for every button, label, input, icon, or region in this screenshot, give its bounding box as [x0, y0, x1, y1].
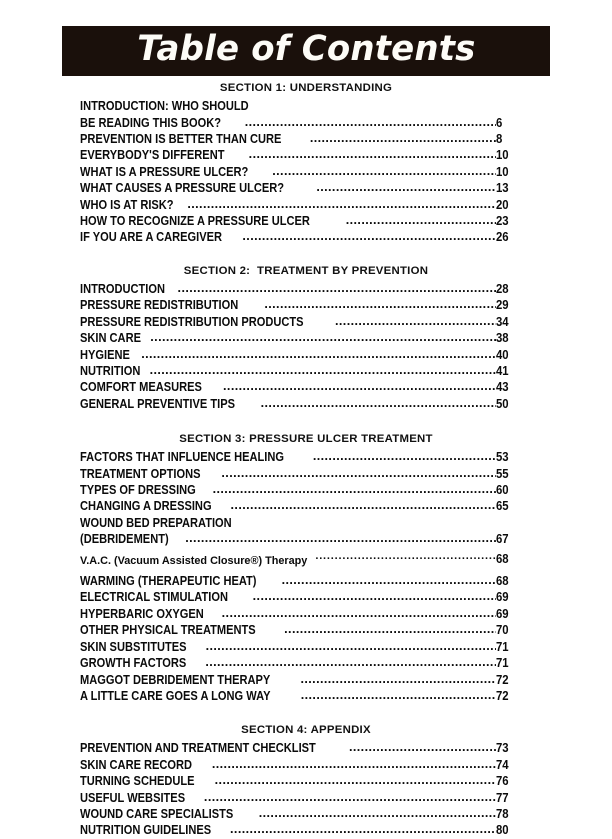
toc-entry-page-number: 72 [496, 688, 509, 703]
toc-entry[interactable] [80, 757, 532, 773]
toc-entry-page-number: 26 [496, 230, 509, 245]
toc-entry-page-number: 55 [496, 466, 509, 481]
toc-entry[interactable] [80, 449, 532, 465]
section-heading: SECTION 3: PRESSURE ULCER TREATMENT [179, 433, 433, 446]
toc-entry[interactable] [80, 347, 532, 363]
toc-entry[interactable] [80, 147, 532, 163]
toc-entry[interactable] [80, 688, 532, 704]
toc-entry[interactable] [80, 639, 532, 655]
toc-entry[interactable] [80, 396, 532, 412]
toc-entry[interactable] [80, 98, 532, 114]
toc-entry-label: COMFORT MEASURES [80, 380, 205, 395]
toc-entry-page-number: 13 [496, 181, 509, 196]
section-gap [80, 246, 532, 265]
toc-entry-label: WOUND CARE SPECIALISTS [80, 807, 237, 822]
toc-entry[interactable] [80, 655, 532, 671]
toc-entry[interactable] [80, 482, 532, 498]
dot-leader [206, 638, 496, 654]
toc-entry-label: TURNING SCHEDULE [80, 774, 198, 789]
dot-leader [245, 114, 496, 130]
toc-entry-list [80, 281, 532, 412]
toc-entry-label: SKIN SUBSTITUTES [80, 639, 190, 654]
toc-entry-list [80, 449, 532, 704]
section-gap [80, 412, 532, 433]
toc-entry[interactable] [80, 822, 532, 838]
toc-entry-label: HYPERBARIC OXYGEN [80, 606, 204, 621]
toc-entry[interactable] [80, 606, 532, 622]
dot-leader [300, 671, 496, 687]
toc-entry-page-number: 40 [496, 347, 509, 362]
toc-entry-label: USEFUL WEBSITES [80, 790, 189, 805]
title-banner [62, 26, 550, 76]
dot-leader [315, 548, 496, 564]
toc-entry[interactable] [80, 379, 532, 395]
table-of-contents [80, 82, 532, 839]
toc-entry-page-number: 77 [496, 790, 509, 805]
dot-leader [141, 346, 496, 362]
toc-entry[interactable] [80, 180, 532, 196]
dot-leader [204, 789, 496, 805]
toc-entry-page-number: 6 [496, 115, 503, 130]
toc-entry-label: INTRODUCTION [80, 281, 165, 296]
dot-leader [313, 448, 496, 464]
toc-entry-label: TREATMENT OPTIONS [80, 466, 204, 481]
dot-leader [264, 296, 496, 312]
toc-entry[interactable] [80, 229, 532, 245]
toc-section [80, 724, 532, 839]
toc-entry-label: PRESSURE REDISTRIBUTION [80, 298, 242, 313]
toc-entry-page-number: 67 [496, 532, 509, 547]
dot-leader [187, 196, 496, 212]
toc-entry-page-number: 50 [496, 396, 509, 411]
toc-entry-page-number: 34 [496, 314, 509, 329]
dot-leader [316, 179, 496, 195]
toc-entry-page-number: 8 [496, 131, 503, 146]
toc-entry[interactable] [80, 552, 532, 569]
toc-entry-page-number: 23 [496, 213, 509, 228]
toc-entry-page-number: 72 [496, 672, 509, 687]
toc-entry[interactable] [80, 131, 532, 147]
dot-leader [272, 163, 496, 179]
toc-entry[interactable] [80, 498, 532, 514]
toc-entry[interactable] [80, 164, 532, 180]
toc-entry-label: A LITTLE CARE GOES A LONG WAY [80, 688, 274, 703]
toc-entry[interactable] [80, 790, 532, 806]
toc-entry-page-number: 20 [496, 197, 509, 212]
toc-entry-label: (DEBRIDEMENT) [80, 532, 172, 547]
toc-entry[interactable] [80, 115, 532, 131]
toc-entry-label: PREVENTION AND TREATMENT CHECKLIST [80, 741, 316, 756]
dot-leader [261, 395, 496, 411]
toc-entry-page-number: 10 [496, 164, 509, 179]
toc-section [80, 433, 532, 704]
dot-leader [178, 280, 496, 296]
toc-entry-label: ELECTRICAL STIMULATION [80, 590, 232, 605]
dot-leader [301, 687, 496, 703]
toc-entry-label: CHANGING A DRESSING [80, 499, 212, 514]
toc-entry-page-number: 71 [496, 639, 509, 654]
toc-entry[interactable] [80, 622, 532, 638]
toc-entry-label: WARMING (THERAPEUTIC HEAT) [80, 574, 257, 589]
toc-entry-page-number: 43 [496, 380, 509, 395]
toc-entry-label: GROWTH FACTORS [80, 656, 190, 671]
dot-leader [282, 572, 496, 588]
dot-leader [346, 212, 496, 228]
toc-entry-label: OTHER PHYSICAL TREATMENTS [80, 623, 259, 638]
toc-entry-page-number: 29 [496, 298, 509, 313]
toc-entry-label: WHAT CAUSES A PRESSURE ULCER? [80, 181, 288, 196]
toc-entry-page-number: 73 [496, 741, 509, 756]
toc-entry-label: V.A.C. (Vacuum Assisted Closure®) Therapy [80, 554, 308, 567]
dot-leader [213, 481, 496, 497]
dot-leader [310, 130, 496, 146]
toc-entry-page-number: 41 [496, 363, 509, 378]
toc-entry-page-number: 78 [496, 807, 509, 822]
toc-entry[interactable] [80, 573, 532, 589]
toc-section [80, 82, 532, 246]
toc-entry-label: FACTORS THAT INFLUENCE HEALING [80, 450, 285, 465]
toc-entry-label: IF YOU ARE A CAREGIVER [80, 230, 223, 245]
dot-leader [150, 362, 496, 378]
toc-entry[interactable] [80, 330, 532, 346]
section-heading: SECTION 1: UNDERSTANDING [219, 82, 393, 94]
dot-leader [253, 588, 496, 604]
section-gap [80, 704, 532, 724]
toc-entry[interactable] [80, 806, 532, 822]
toc-section [80, 265, 532, 412]
toc-entry[interactable] [80, 672, 532, 688]
toc-entry-label: SKIN CARE [80, 331, 141, 346]
dot-leader [231, 497, 496, 513]
toc-entry-list [80, 98, 532, 246]
toc-entry-page-number: 60 [496, 483, 509, 498]
toc-entry-label: SKIN CARE RECORD [80, 757, 196, 772]
toc-entry[interactable] [80, 297, 532, 313]
dot-leader [205, 654, 496, 670]
toc-entry-page-number: 80 [496, 823, 509, 838]
toc-entry-page-number: 69 [496, 590, 509, 605]
toc-entry-page-number: 76 [496, 774, 509, 789]
toc-entry-page-number: 53 [496, 450, 509, 465]
toc-entry-label: WOUND BED PREPARATION [80, 515, 232, 530]
dot-leader [259, 805, 496, 821]
toc-entry[interactable] [80, 197, 532, 213]
toc-entry-page-number: 65 [496, 499, 509, 514]
dot-leader [223, 378, 496, 394]
toc-entry-label: EVERYBODY'S DIFFERENT [80, 148, 228, 163]
toc-entry[interactable] [80, 314, 532, 330]
dot-leader [284, 621, 496, 637]
section-heading: SECTION 4: APPENDIX [241, 724, 371, 737]
dot-leader [212, 756, 496, 772]
toc-entry-page-number: 70 [496, 623, 509, 638]
toc-entry-label: NUTRITION GUIDELINES [80, 823, 212, 838]
toc-entry-label: HOW TO RECOGNIZE A PRESSURE ULCER [80, 213, 313, 228]
page-title: Table of Contents [136, 29, 476, 69]
toc-entry-page-number: 68 [496, 551, 509, 566]
toc-entry-page-number: 68 [496, 574, 509, 589]
toc-entry-page-number: 74 [496, 757, 509, 772]
dot-leader [222, 605, 496, 621]
toc-entry-page-number: 28 [496, 281, 509, 296]
dot-leader [349, 739, 496, 755]
toc-entry-list [80, 740, 532, 838]
dot-leader [249, 146, 496, 162]
dot-leader [230, 821, 496, 837]
toc-entry[interactable] [80, 466, 532, 482]
toc-entry[interactable] [80, 515, 532, 531]
toc-entry[interactable] [80, 531, 532, 547]
dot-leader [335, 313, 496, 329]
toc-entry-label: HYGIENE [80, 347, 133, 362]
toc-entry-label: PRESSURE REDISTRIBUTION PRODUCTS [80, 314, 304, 329]
toc-entry[interactable] [80, 740, 532, 756]
toc-entry[interactable] [80, 773, 532, 789]
toc-entry-label: GENERAL PREVENTIVE TIPS [80, 396, 239, 411]
toc-entry-page-number: 38 [496, 331, 509, 346]
toc-entry-label: BE READING THIS BOOK? [80, 115, 225, 130]
toc-entry-label: INTRODUCTION: WHO SHOULD [80, 99, 249, 114]
dot-leader [221, 465, 496, 481]
toc-entry-label: TYPES OF DRESSING [80, 483, 196, 498]
toc-entry-label: NUTRITION [80, 363, 141, 378]
dot-leader [150, 329, 496, 345]
toc-entry-page-number: 71 [496, 656, 509, 671]
dot-leader [185, 530, 496, 546]
toc-entry-label: PREVENTION IS BETTER THAN CURE [80, 131, 282, 146]
section-heading: SECTION 2: TREATMENT BY PREVENTION [183, 264, 429, 277]
toc-entry[interactable] [80, 589, 532, 605]
toc-entry-page-number: 69 [496, 606, 509, 621]
toc-entry[interactable] [80, 213, 532, 229]
dot-leader [215, 772, 496, 788]
toc-entry-page-number: 10 [496, 148, 509, 163]
toc-entry[interactable] [80, 363, 532, 379]
toc-entry[interactable] [80, 281, 532, 297]
toc-entry-label: MAGGOT DEBRIDEMENT THERAPY [80, 672, 274, 687]
toc-entry-label: WHO IS AT RISK? [80, 197, 174, 212]
dot-leader [242, 228, 496, 244]
toc-entry-label: WHAT IS A PRESSURE ULCER? [80, 164, 249, 179]
